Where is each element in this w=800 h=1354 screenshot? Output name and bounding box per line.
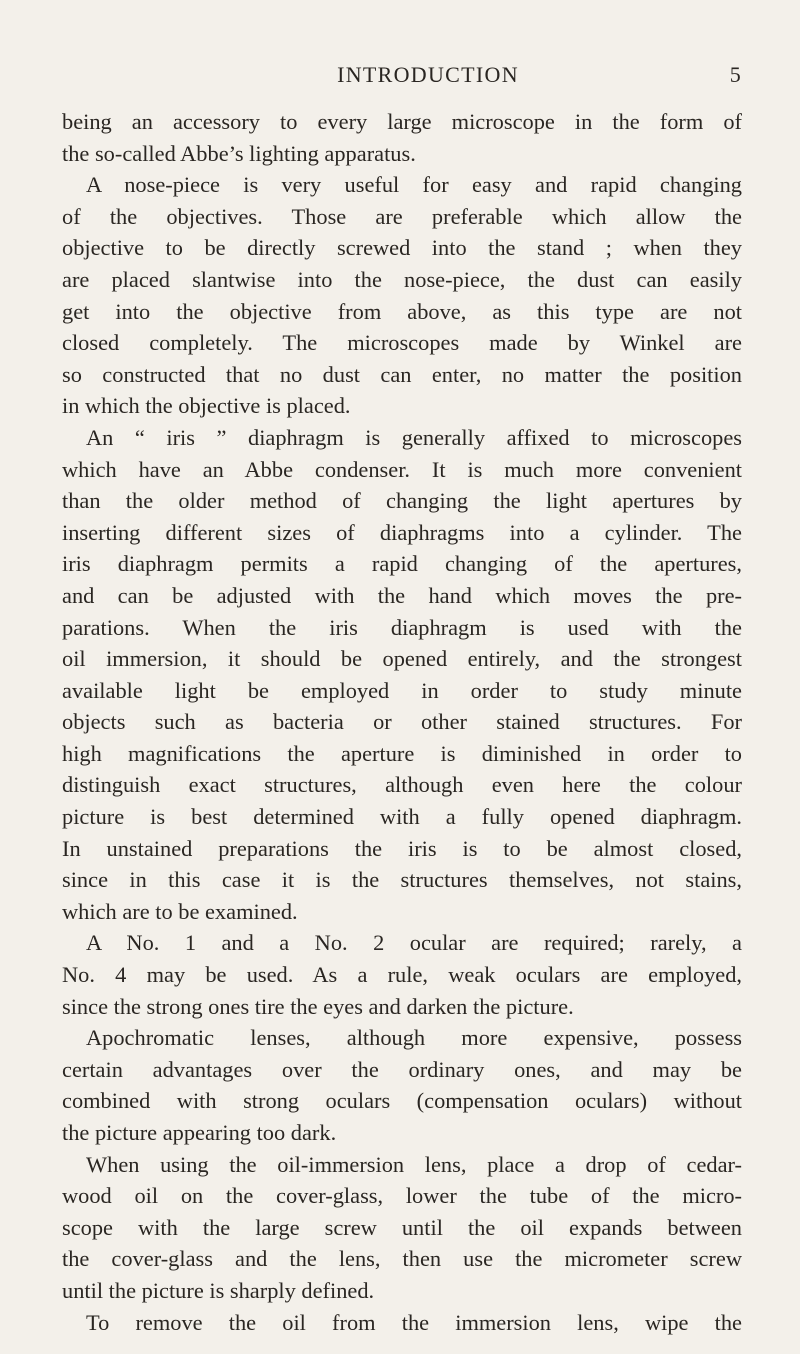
text-line: which are to be examined. — [62, 898, 298, 924]
paragraph — [62, 1149, 742, 1307]
text-line: To remove the oil from the immersion lens, wipe the — [86, 1309, 742, 1335]
text-line: since in this case it is the structures themselves, not stains, — [62, 867, 742, 893]
text-line: objective to be directly screwed into the stand ; when they — [62, 235, 742, 261]
text-line: so constructed that no dust can enter, no matter the position — [62, 361, 742, 387]
text-line: the so-called Abbe’s lighting apparatus. — [62, 140, 416, 166]
running-title: INTRODUCTION — [337, 62, 519, 87]
text-line: No. 4 may be used. As a rule, weak oculars are employed, — [62, 962, 742, 988]
text-line: picture is best determined with a fully opened diaphragm. — [62, 804, 742, 830]
text-line: inserting different sizes of diaphragms into a cylinder. The — [62, 519, 742, 545]
paragraph — [62, 1307, 742, 1339]
text-line: which have an Abbe condenser. It is much more convenient — [62, 456, 742, 482]
text-line: combined with strong oculars (compensation oculars) without — [62, 1088, 742, 1114]
text-line: When using the oil-immersion lens, place a drop of cedar- — [86, 1151, 742, 1177]
text-line: objects such as bacteria or other stained structures. For — [62, 709, 742, 735]
text-line: get into the objective from above, as this type are not — [62, 298, 742, 324]
paragraph — [62, 1022, 742, 1148]
running-header — [62, 62, 742, 106]
text-line: parations. When the iris diaphragm is used with the — [62, 614, 742, 640]
text-line: scope with the large screw until the oil expands between — [62, 1214, 742, 1240]
paragraph — [62, 106, 742, 169]
text-line: distinguish exact structures, although even here the colour — [62, 772, 742, 798]
text-line: and can be adjusted with the hand which moves the pre- — [62, 582, 742, 608]
text-line: are placed slantwise into the nose-piece, the dust can easily — [62, 266, 742, 292]
book-page — [62, 62, 742, 1338]
text-line: available light be employed in order to study minute — [62, 677, 742, 703]
text-line: A No. 1 and a No. 2 ocular are required; rarely, a — [86, 930, 742, 956]
text-line: wood oil on the cover-glass, lower the tube of the micro- — [62, 1183, 742, 1209]
paragraph — [62, 169, 742, 422]
text-line: In unstained preparations the iris is to be almost closed, — [62, 835, 742, 861]
text-line: A nose-piece is very useful for easy and rapid changing — [86, 172, 742, 198]
text-line: closed completely. The microscopes made by Winkel are — [62, 330, 742, 356]
text-line: oil immersion, it should be opened entirely, and the strongest — [62, 646, 742, 672]
text-line: than the older method of changing the light apertures by — [62, 488, 742, 514]
paragraph — [62, 422, 742, 928]
text-line: until the picture is sharply defined. — [62, 1277, 375, 1303]
page-number: 5 — [729, 62, 742, 87]
page-body — [62, 106, 742, 1338]
text-line: Apochromatic lenses, although more expensive, possess — [86, 1025, 742, 1051]
text-line: iris diaphragm permits a rapid changing of the apertures, — [62, 551, 742, 577]
text-line: being an accessory to every large microscope in the form of — [62, 109, 742, 134]
text-line: the cover-glass and the lens, then use the micrometer screw — [62, 1246, 742, 1272]
text-line: the picture appearing too dark. — [62, 1120, 337, 1145]
text-line: An “ iris ” diaphragm is generally affixed to microscopes — [86, 424, 742, 450]
text-line: of the objectives. Those are preferable which allow the — [62, 203, 742, 229]
text-line: certain advantages over the ordinary ones, and may be — [62, 1056, 742, 1082]
text-line: since the strong ones tire the eyes and darken the picture. — [62, 993, 574, 1019]
paragraph — [62, 927, 742, 1022]
text-line: high magnifications the aperture is diminished in order to — [62, 740, 742, 766]
text-line: in which the objective is placed. — [62, 393, 351, 419]
